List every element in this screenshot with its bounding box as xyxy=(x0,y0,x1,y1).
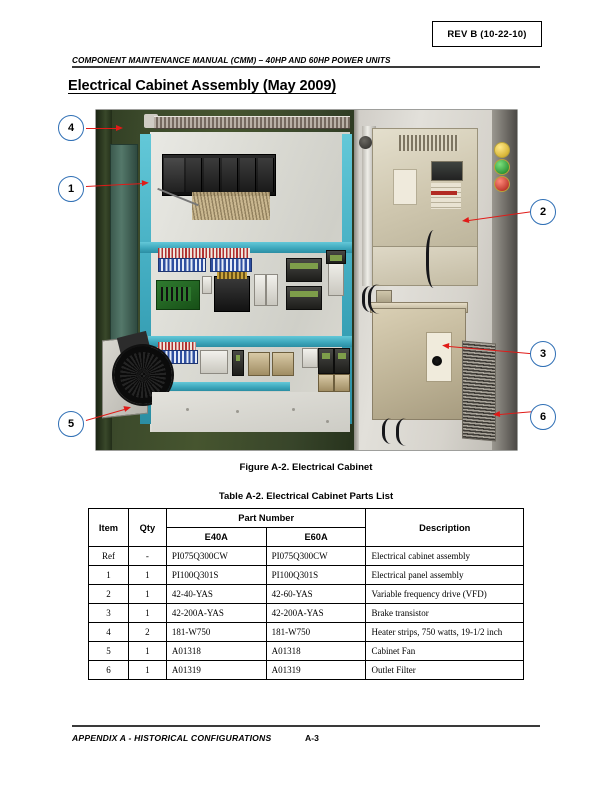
contactor xyxy=(286,286,322,310)
cell-item: 1 xyxy=(89,566,129,585)
indicator-lamp-amber xyxy=(494,142,510,158)
cell-e60a: 42-60-YAS xyxy=(266,585,366,604)
plc-io-slot xyxy=(240,158,256,192)
column-header-description: Description xyxy=(366,509,524,547)
table-row xyxy=(89,547,524,566)
overload-relay xyxy=(272,352,294,376)
column-header-item: Item xyxy=(89,509,129,547)
table-row xyxy=(89,661,524,680)
callout-1-number: 1 xyxy=(67,183,75,195)
callout-5-number: 5 xyxy=(67,418,75,430)
panel-screw xyxy=(236,410,239,413)
vfd-disconnect-knob xyxy=(359,136,372,149)
terminal-block-wiring xyxy=(158,248,250,258)
table-row xyxy=(89,642,524,661)
cell-e40a: PI075Q300CW xyxy=(166,547,266,566)
cell-description: Variable frequency drive (VFD) xyxy=(366,585,524,604)
plc-io-slot xyxy=(258,158,274,192)
circuit-breaker-group xyxy=(200,350,228,374)
circuit-breaker xyxy=(302,348,318,368)
cell-e40a: 42-200A-YAS xyxy=(166,604,266,623)
column-header-e40a: E40A xyxy=(166,528,266,547)
relay xyxy=(232,350,244,376)
cell-qty: - xyxy=(128,547,166,566)
cell-description: Outlet Filter xyxy=(366,661,524,680)
footer-divider xyxy=(72,725,540,727)
cell-e60a: 181-W750 xyxy=(266,623,366,642)
overload-relay xyxy=(334,374,350,392)
revision-text: REV B (10-22-10) xyxy=(447,28,527,40)
plc-io-slot xyxy=(186,158,202,192)
table-row xyxy=(89,566,524,585)
plc-wire-bundle xyxy=(192,192,270,220)
cell-e40a: 181-W750 xyxy=(166,623,266,642)
indicator-lamp-red xyxy=(494,176,510,192)
callout-1[interactable] xyxy=(58,176,84,202)
header-divider xyxy=(72,66,540,68)
panel-lower-plate xyxy=(152,392,350,432)
cell-e60a: PI100Q301S xyxy=(266,566,366,585)
contactor xyxy=(318,348,334,374)
figure-photo-electrical-cabinet xyxy=(96,110,517,450)
callout-4-number: 4 xyxy=(67,122,75,134)
circuit-breaker xyxy=(328,260,344,296)
callout-6[interactable] xyxy=(530,404,556,430)
cell-e60a: 42-200A-YAS xyxy=(266,604,366,623)
cell-item: 5 xyxy=(89,642,129,661)
contactor xyxy=(334,348,350,374)
table-row xyxy=(89,623,524,642)
parts-list-body xyxy=(89,547,524,680)
overload-relay xyxy=(248,352,270,376)
power-cable xyxy=(368,284,397,314)
outlet-filter xyxy=(462,341,496,442)
figure-caption: Figure A-2. Electrical Cabinet xyxy=(239,462,373,473)
cell-description: Brake transistor xyxy=(366,604,524,623)
cell-e60a: PI075Q300CW xyxy=(266,547,366,566)
vfd-stop-key xyxy=(431,191,457,195)
heater-strip xyxy=(154,116,350,129)
cell-qty: 1 xyxy=(128,642,166,661)
overload-relay xyxy=(318,374,334,392)
callout-3-number: 3 xyxy=(539,348,547,360)
conduit-cable xyxy=(426,230,445,288)
cell-item: 3 xyxy=(89,604,129,623)
plc-io-slot xyxy=(204,158,220,192)
panel-screw xyxy=(292,408,295,411)
callout-4-leader xyxy=(86,128,116,129)
cell-description: Electrical panel assembly xyxy=(366,566,524,585)
cell-item: 2 xyxy=(89,585,129,604)
circuit-breaker xyxy=(254,274,266,306)
cell-qty: 2 xyxy=(128,623,166,642)
footer-appendix-label: APPENDIX A - HISTORICAL CONFIGURATIONS xyxy=(72,733,272,743)
cell-item: 6 xyxy=(89,661,129,680)
plc-module xyxy=(162,154,276,196)
brake-transistor-port xyxy=(432,356,442,366)
callout-2[interactable] xyxy=(530,199,556,225)
vfd-vent-grille xyxy=(399,135,459,151)
plc-io-slot xyxy=(222,158,238,192)
cell-description: Electrical cabinet assembly xyxy=(366,547,524,566)
vfd-nameplate-label xyxy=(393,169,417,205)
cell-qty: 1 xyxy=(128,585,166,604)
variable-frequency-drive xyxy=(372,128,478,248)
page-title: Electrical Cabinet Assembly (May 2009) xyxy=(68,78,337,94)
manual-header-title: COMPONENT MAINTENANCE MANUAL (CMM) – 40HP AND 60HP POWER UNITS xyxy=(72,56,391,65)
callout-4[interactable] xyxy=(58,115,84,141)
panel-screw xyxy=(326,420,329,423)
indicator-lamp-green xyxy=(494,159,510,175)
revision-box xyxy=(432,21,542,47)
control-circuit-board xyxy=(156,280,200,310)
callout-2-number: 2 xyxy=(539,206,547,218)
cell-e60a: A01319 xyxy=(266,661,366,680)
fuse-holder xyxy=(202,276,212,294)
circuit-breaker xyxy=(266,274,278,306)
column-header-e60a: E60A xyxy=(266,528,366,547)
table-header-row-1 xyxy=(89,509,524,528)
vfd-terminal-cover xyxy=(372,246,478,286)
cell-e60a: A01318 xyxy=(266,642,366,661)
table-row xyxy=(89,585,524,604)
cell-e40a: A01319 xyxy=(166,661,266,680)
panel-screw xyxy=(186,408,189,411)
callout-6-number: 6 xyxy=(539,411,547,423)
terminal-block xyxy=(210,258,252,272)
column-header-part-number: Part Number xyxy=(166,509,366,528)
table-caption: Table A-2. Electrical Cabinet Parts List xyxy=(218,491,394,502)
callout-5[interactable] xyxy=(58,411,84,437)
cell-description: Heater strips, 750 watts, 19-1/2 inch xyxy=(366,623,524,642)
vfd-keypad xyxy=(431,183,461,209)
cell-item: Ref xyxy=(89,547,129,566)
cell-e40a: 42-40-YAS xyxy=(166,585,266,604)
control-transformer xyxy=(214,276,250,312)
terminal-block xyxy=(158,258,206,272)
cell-qty: 1 xyxy=(128,604,166,623)
cell-e40a: PI100Q301S xyxy=(166,566,266,585)
plc-cpu-slot xyxy=(164,158,184,192)
cabinet-divider-edge xyxy=(354,110,359,450)
vfd-display-screen xyxy=(431,161,463,181)
cell-qty: 1 xyxy=(128,661,166,680)
door-indicator-lights xyxy=(492,142,512,194)
contactor xyxy=(286,258,322,282)
cell-e40a: A01318 xyxy=(166,642,266,661)
cell-item: 4 xyxy=(89,623,129,642)
cell-qty: 1 xyxy=(128,566,166,585)
parts-list-table xyxy=(88,508,524,680)
column-header-qty: Qty xyxy=(128,509,166,547)
footer-page-number: A-3 xyxy=(305,733,319,743)
power-cable xyxy=(396,418,421,446)
callout-3[interactable] xyxy=(530,341,556,367)
relay xyxy=(326,250,346,264)
table-row xyxy=(89,604,524,623)
cell-description: Cabinet Fan xyxy=(366,642,524,661)
